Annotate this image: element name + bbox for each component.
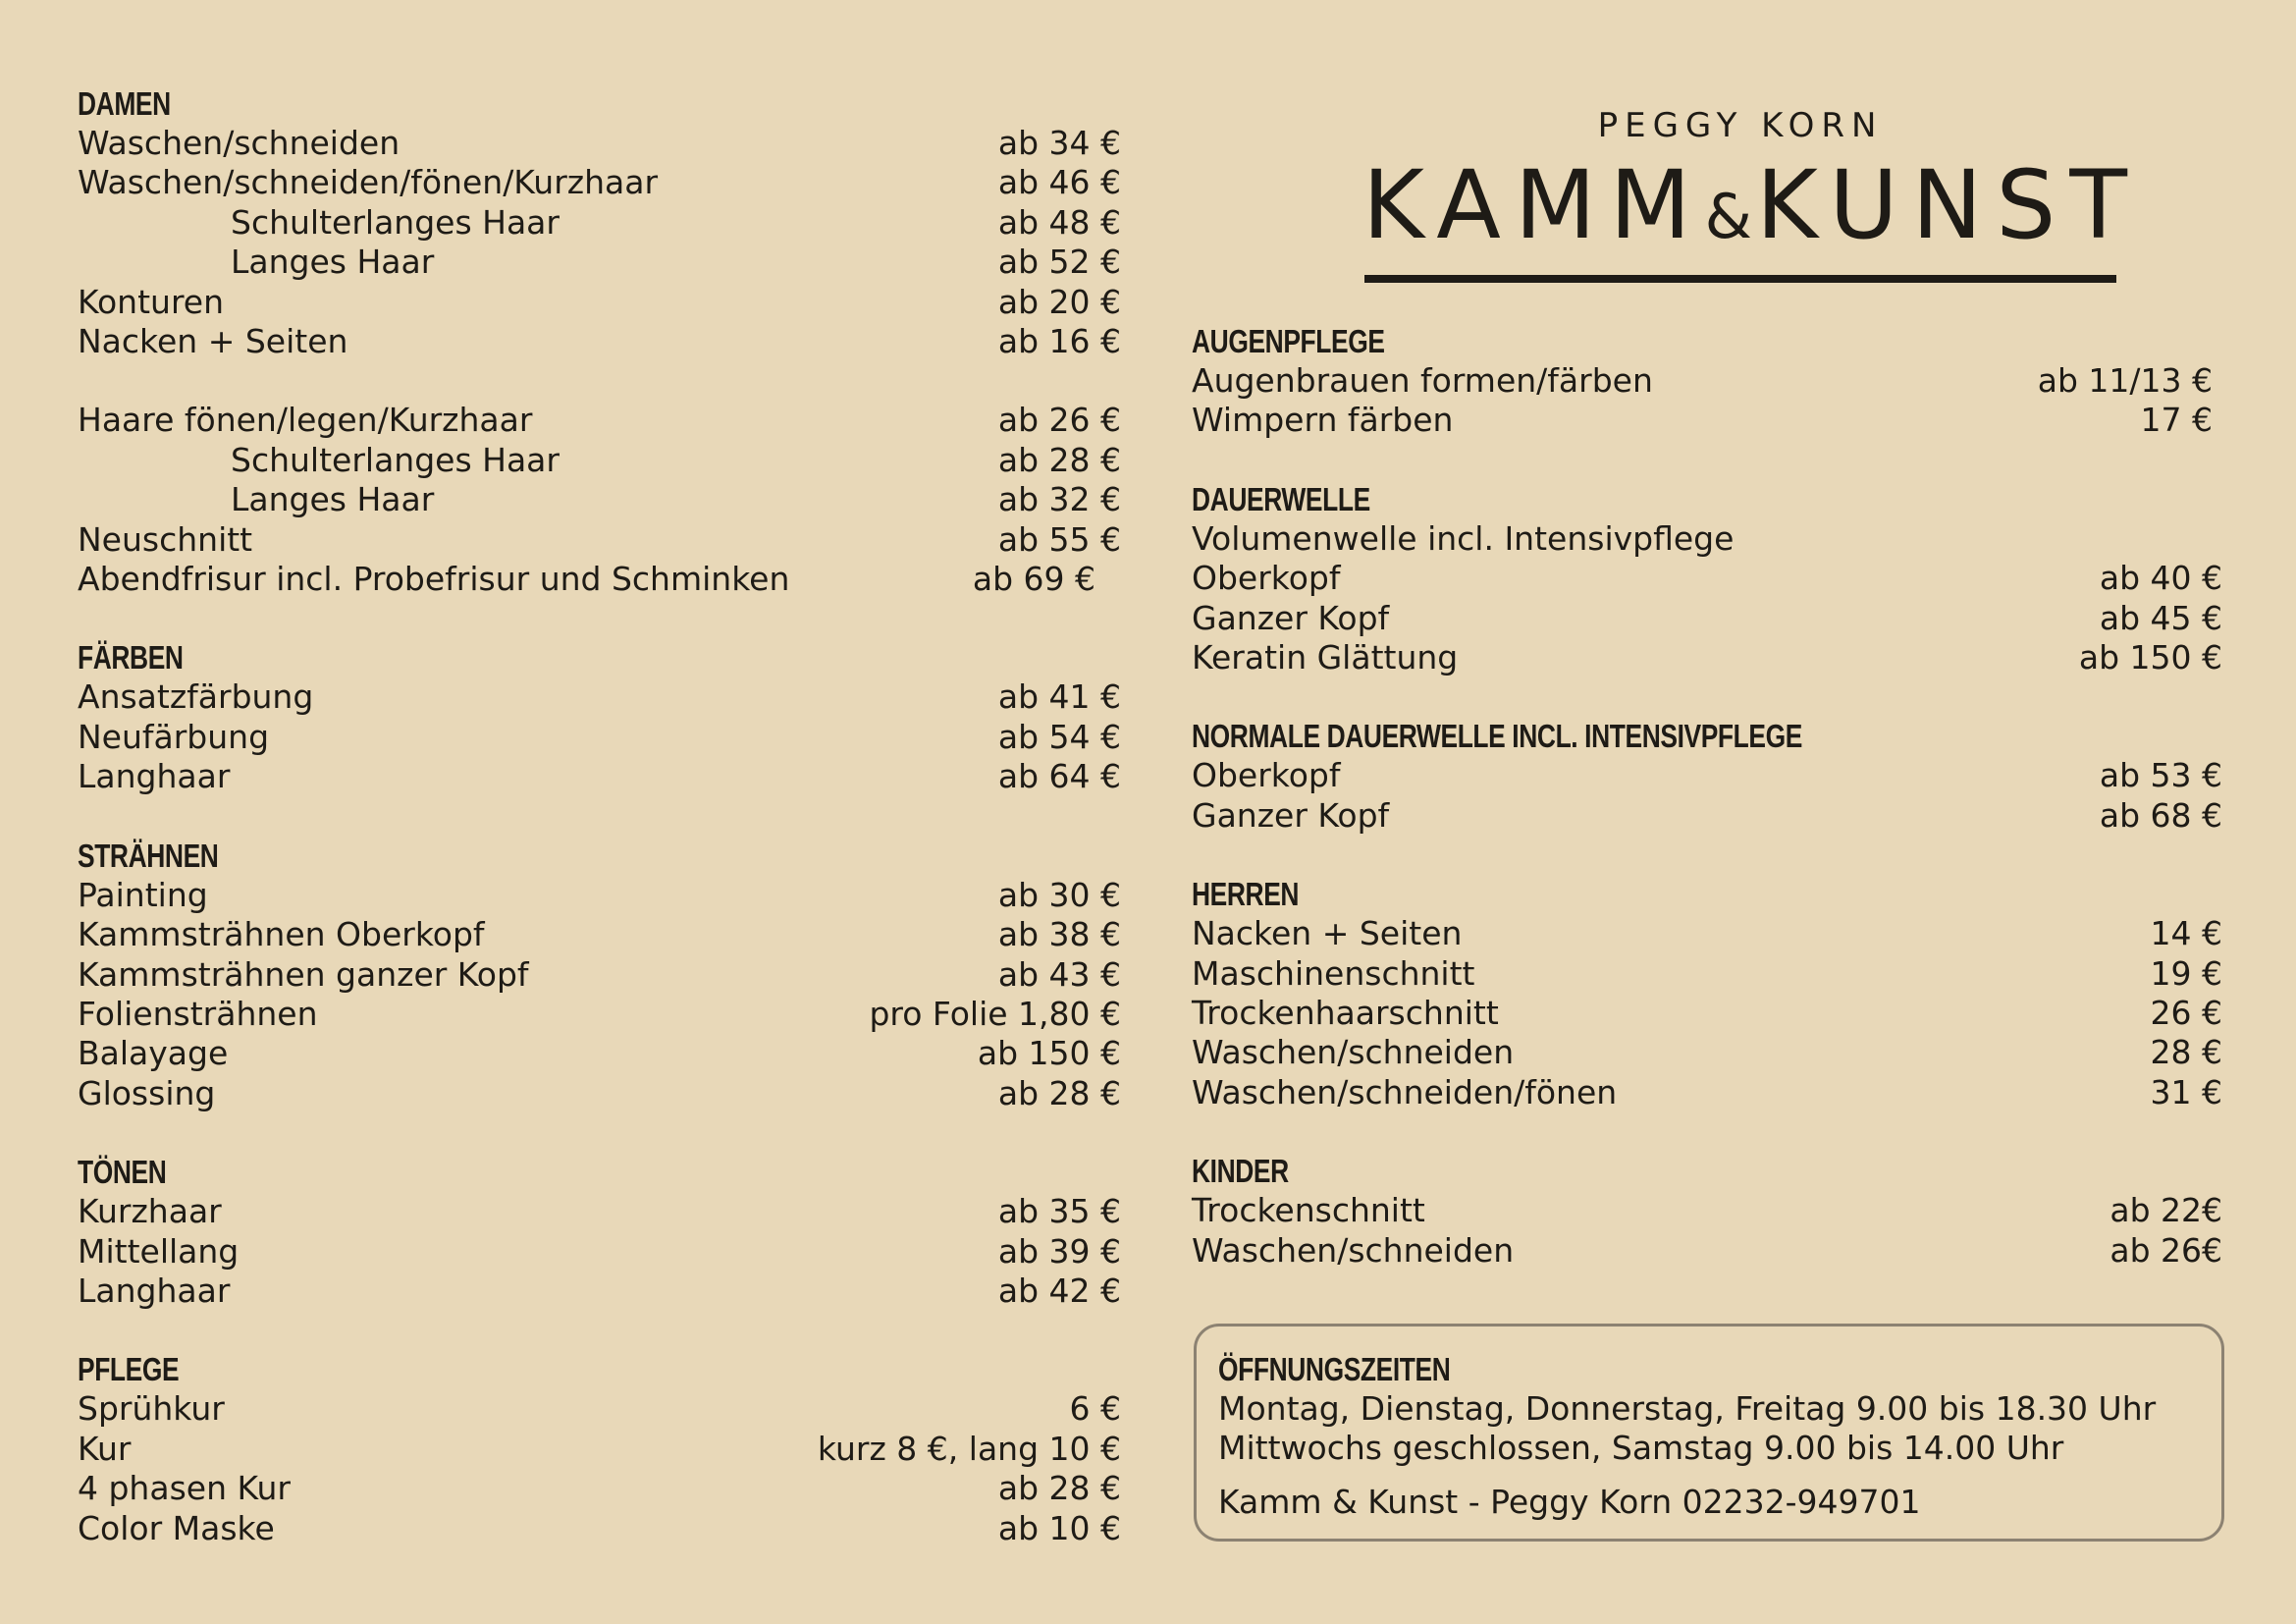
service-price: ab 16 €	[997, 322, 1121, 361]
service-label: Nacken + Seiten	[78, 322, 348, 361]
service-label: Langes Haar	[231, 243, 435, 282]
service-price: ab 32 €	[997, 480, 1121, 519]
price-row	[78, 520, 1121, 560]
price-row	[1192, 559, 2222, 598]
service-label: Schulterlanges Haar	[231, 440, 560, 479]
service-price: ab 22€	[2109, 1191, 2222, 1230]
service-label: Oberkopf	[1192, 559, 1341, 598]
service-label: Waschen/schneiden/fönen/Kurzhaar	[78, 163, 659, 202]
service-label: Foliensträhnen	[78, 994, 318, 1033]
section-toenen	[78, 1153, 1121, 1311]
price-row	[78, 124, 1121, 163]
service-price: ab 68 €	[2099, 795, 2222, 835]
service-price: ab 69 €	[972, 560, 1095, 599]
opening-hours-text: Mittwochs geschlossen, Samstag 9.00 bis 14.00 Uhr	[1218, 1429, 2064, 1468]
brand-logo	[1362, 106, 2141, 283]
service-price: 6 €	[1069, 1389, 1121, 1429]
service-label: Langes Haar	[231, 480, 435, 519]
service-price: 26 €	[2150, 994, 2222, 1033]
service-label: Sprühkur	[78, 1389, 225, 1429]
service-label: Ansatzfärbung	[78, 677, 314, 717]
logo-wordmark	[1362, 150, 2141, 271]
service-label: Color Maske	[78, 1508, 275, 1547]
service-price: ab 20 €	[997, 282, 1121, 321]
section-heading: TÖNEN	[78, 1154, 167, 1191]
service-label: Trockenschnitt	[1192, 1191, 1425, 1230]
price-row	[1192, 1191, 2222, 1230]
service-price: ab 42 €	[997, 1271, 1121, 1310]
price-row	[1192, 1073, 2222, 1112]
service-price: ab 54 €	[997, 717, 1121, 756]
price-row	[78, 1430, 1121, 1469]
price-row	[1192, 954, 2222, 994]
service-price: ab 28 €	[997, 440, 1121, 479]
service-label: Kammsträhnen Oberkopf	[78, 915, 485, 954]
service-price: ab 45 €	[2099, 598, 2222, 637]
service-label: Kammsträhnen ganzer Kopf	[78, 954, 529, 994]
price-row	[1192, 361, 2222, 401]
price-row	[1192, 1231, 2222, 1271]
price-row	[78, 322, 1121, 361]
price-row	[78, 995, 1121, 1034]
service-label: Trockenhaarschnitt	[1192, 994, 1499, 1033]
service-label: Konturen	[78, 282, 225, 321]
price-row	[78, 1509, 1121, 1548]
price-row	[78, 718, 1121, 757]
service-label: Haare fönen/legen/Kurzhaar	[78, 401, 533, 440]
service-label: 4 phasen Kur	[78, 1469, 291, 1508]
section-heading: DAMEN	[78, 85, 171, 122]
section-heading: HERREN	[1192, 876, 1300, 913]
service-price: ab 55 €	[997, 519, 1121, 559]
service-price: ab 30 €	[997, 875, 1121, 914]
price-row	[78, 283, 1121, 322]
price-row	[78, 1074, 1121, 1113]
service-price: pro Folie 1,80 €	[869, 994, 1121, 1033]
service-price: ab 34 €	[997, 124, 1121, 162]
spacer	[78, 361, 1121, 401]
logo-ampersand: &	[1704, 181, 1756, 252]
price-row	[78, 441, 1121, 480]
service-label: Volumenwelle incl. Intensivpflege	[1192, 518, 1735, 558]
price-row	[78, 1192, 1121, 1231]
service-label: Ganzer Kopf	[1192, 795, 1390, 835]
service-label: Waschen/schneiden	[1192, 1033, 1515, 1072]
service-price: ab 39 €	[997, 1231, 1121, 1271]
service-label: Nacken + Seiten	[1192, 914, 1463, 953]
service-price: ab 64 €	[997, 757, 1121, 796]
service-label: Waschen/schneiden/fönen	[1192, 1072, 1618, 1111]
service-price: 14 €	[2150, 914, 2222, 953]
service-label: Kur	[78, 1429, 132, 1468]
price-row	[1192, 638, 2222, 677]
service-price: ab 46 €	[997, 163, 1121, 202]
service-price: 19 €	[2150, 953, 2222, 993]
price-row	[78, 480, 1121, 519]
price-row	[78, 915, 1121, 954]
price-row	[1192, 914, 2222, 953]
section-dauerwelle	[1192, 480, 2222, 678]
service-label: Mittellang	[78, 1231, 240, 1271]
price-row	[1192, 401, 2222, 440]
right-column	[1192, 322, 2222, 1310]
contact-line	[1218, 1483, 2200, 1522]
price-row	[78, 1034, 1121, 1073]
service-label: Wimpern färben	[1192, 401, 1454, 440]
price-row	[78, 876, 1121, 915]
service-price: ab 48 €	[997, 202, 1121, 242]
contact-text: Kamm & Kunst - Peggy Korn 02232-949701	[1218, 1482, 1921, 1521]
logo-word-kamm: KAMM	[1362, 150, 1705, 260]
service-label: Ganzer Kopf	[1192, 598, 1390, 637]
service-price: ab 150 €	[2078, 638, 2222, 677]
opening-hours-heading: ÖFFNUNGSZEITEN	[1218, 1351, 1451, 1387]
service-label: Maschinenschnitt	[1192, 953, 1475, 993]
price-row	[78, 1232, 1121, 1272]
service-price: ab 28 €	[997, 1469, 1121, 1508]
price-row	[78, 243, 1121, 282]
service-label: Keratin Glättung	[1192, 638, 1459, 677]
price-row	[78, 955, 1121, 995]
service-price: ab 53 €	[2099, 756, 2222, 795]
service-price: ab 28 €	[997, 1073, 1121, 1112]
opening-hours-line	[1218, 1429, 2200, 1468]
price-row	[78, 401, 1121, 440]
service-label: Abendfrisur incl. Probefrisur und Schminken	[78, 560, 790, 599]
service-price: ab 52 €	[997, 243, 1121, 282]
section-faerben	[78, 638, 1121, 796]
logo-underline	[1364, 275, 2116, 283]
service-label: Neufärbung	[78, 717, 270, 756]
service-label: Neuschnitt	[78, 519, 253, 559]
service-price: ab 43 €	[997, 954, 1121, 994]
price-row	[78, 163, 1121, 202]
service-label: Waschen/schneiden	[1192, 1230, 1515, 1270]
section-normale-dauerwelle	[1192, 717, 2222, 836]
logo-word-kunst: KUNST	[1755, 150, 2141, 260]
price-row	[78, 203, 1121, 243]
service-label: Langhaar	[78, 757, 231, 796]
section-heading: AUGENPFLEGE	[1192, 323, 1385, 359]
service-label: Waschen/schneiden	[78, 124, 400, 162]
service-price: 28 €	[2150, 1033, 2222, 1072]
service-price: ab 40 €	[2099, 559, 2222, 598]
service-price: ab 150 €	[977, 1034, 1121, 1073]
price-row	[78, 1469, 1121, 1508]
service-price: ab 26€	[2109, 1230, 2222, 1270]
section-heading: STRÄHNEN	[78, 837, 219, 874]
left-column	[78, 84, 1121, 1588]
section-heading: KINDER	[1192, 1153, 1289, 1190]
price-row	[1192, 994, 2222, 1033]
opening-hours-box	[1194, 1324, 2224, 1542]
price-row	[1192, 519, 2222, 559]
service-price: ab 26 €	[997, 401, 1121, 440]
logo-owner-name: PEGGY KORN	[1597, 106, 1884, 145]
price-row	[1192, 1033, 2222, 1072]
price-row	[78, 1389, 1121, 1429]
service-price: ab 41 €	[997, 677, 1121, 717]
price-row	[1192, 599, 2222, 638]
service-label: Kurzhaar	[78, 1192, 222, 1231]
service-label: Balayage	[78, 1034, 229, 1073]
section-pflege	[78, 1350, 1121, 1548]
service-price: ab 11/13 €	[2037, 361, 2213, 400]
service-price: 31 €	[2150, 1072, 2222, 1111]
section-straehnen	[78, 837, 1121, 1113]
section-augenpflege	[1192, 322, 2222, 441]
service-label: Augenbrauen formen/färben	[1192, 361, 1653, 400]
section-kinder	[1192, 1152, 2222, 1271]
service-label: Oberkopf	[1192, 756, 1341, 795]
price-row	[78, 677, 1121, 717]
service-price: 17 €	[2140, 401, 2213, 440]
service-price: ab 10 €	[997, 1508, 1121, 1547]
price-row	[1192, 756, 2222, 795]
service-price: kurz 8 €, lang 10 €	[817, 1429, 1121, 1468]
service-price: ab 35 €	[997, 1192, 1121, 1231]
service-label: Langhaar	[78, 1271, 231, 1310]
price-row	[78, 1272, 1121, 1311]
service-label: Glossing	[78, 1073, 216, 1112]
price-row	[78, 560, 1121, 599]
section-heading: FÄRBEN	[78, 639, 184, 677]
section-heading: DAUERWELLE	[1192, 480, 1370, 517]
price-row	[78, 757, 1121, 796]
service-price: ab 38 €	[997, 915, 1121, 954]
service-label: Painting	[78, 875, 208, 914]
service-label: Schulterlanges Haar	[231, 202, 560, 242]
section-heading: NORMALE DAUERWELLE INCL. INTENSIVPFLEGE	[1192, 718, 1802, 755]
section-damen	[78, 84, 1121, 599]
opening-hours-text: Montag, Dienstag, Donnerstag, Freitag 9.00 bis 18.30 Uhr	[1218, 1389, 2157, 1428]
opening-hours-line	[1218, 1389, 2200, 1429]
section-heading: PFLEGE	[78, 1351, 180, 1388]
price-row	[1192, 796, 2222, 836]
section-herren	[1192, 875, 2222, 1112]
